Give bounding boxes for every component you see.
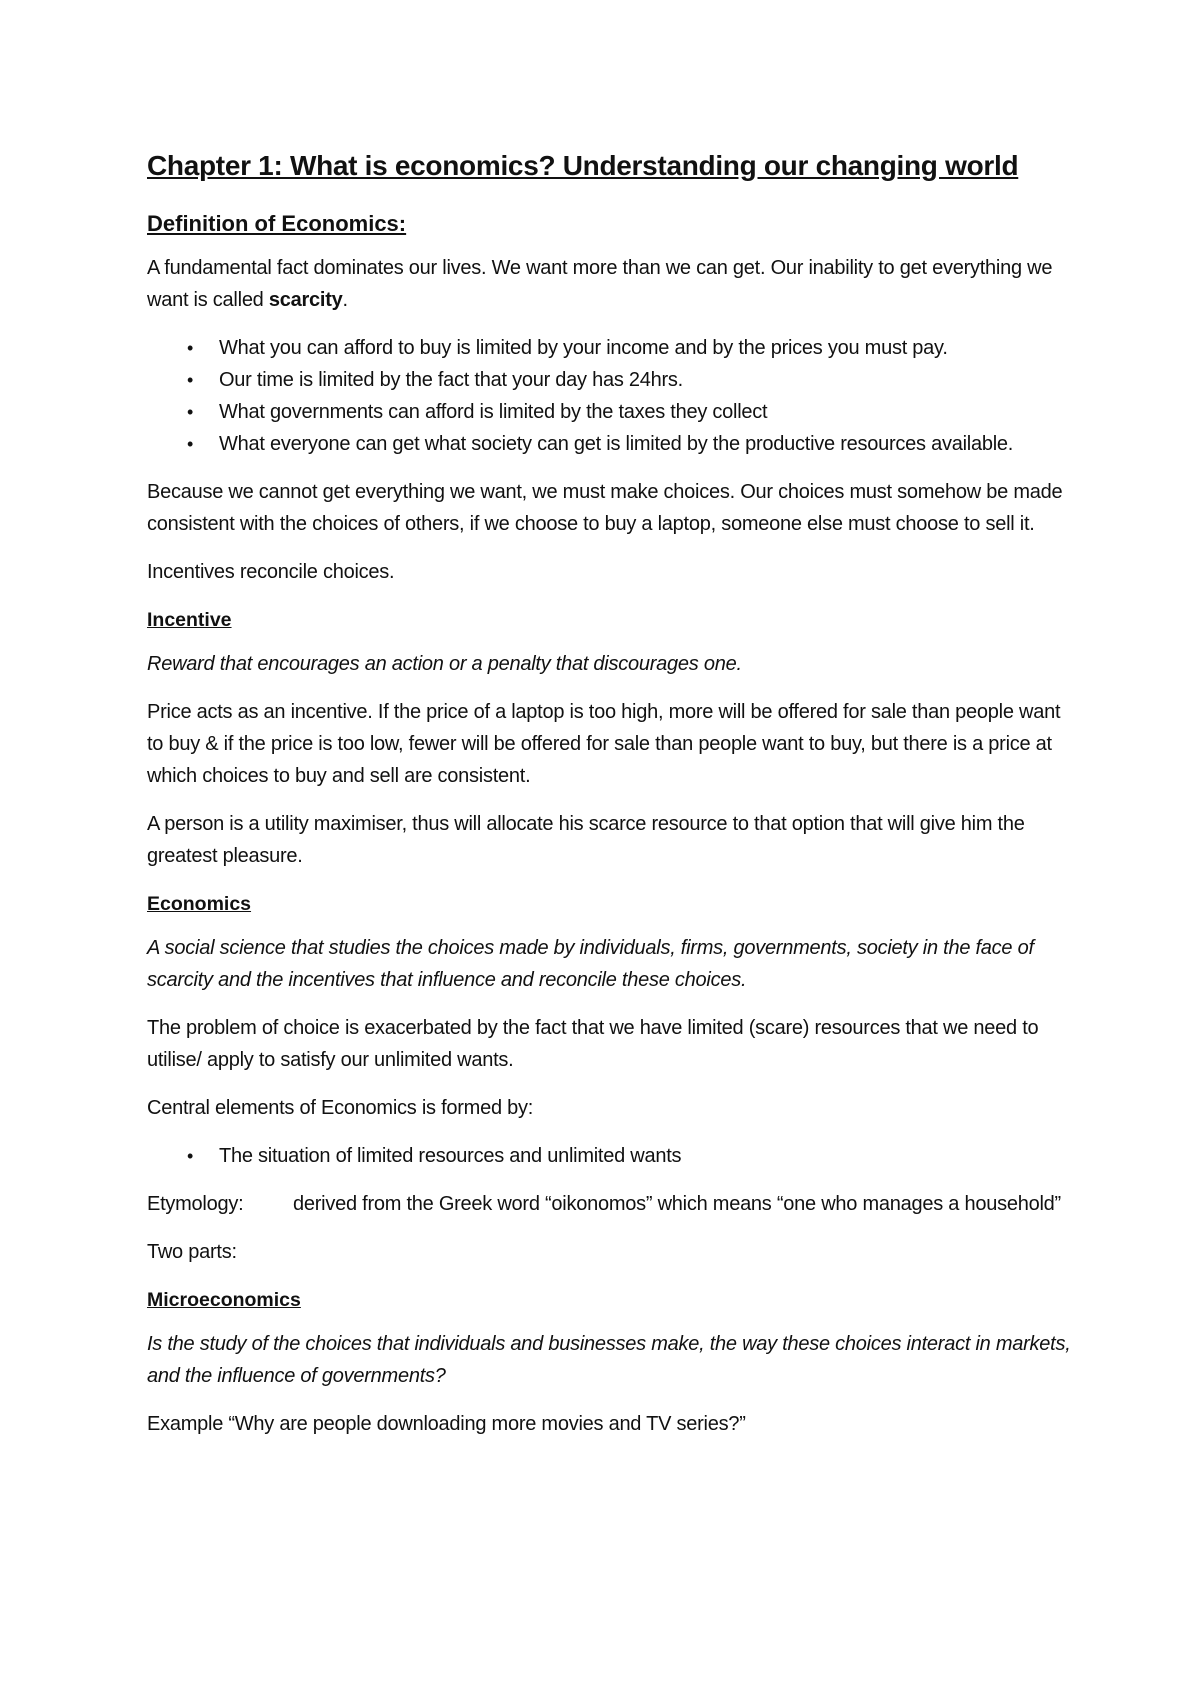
price-paragraph: Price acts as an incentive. If the price of a laptop is too high, more will be offered for sale than people want to buy & if the price is too low, fewer will be offered for sale than people want to buy, but there is a price at which choices to buy and sell are consistent. <box>147 701 1061 787</box>
scarcity-paragraph <box>147 252 1077 316</box>
scarcity-intro: A fundamental fact dominates our lives. We want more than we can get. Our inability to get everything we want is called <box>147 257 1053 311</box>
limits-list <box>147 332 1077 460</box>
bullet-icon: • <box>187 434 194 454</box>
economics-definition: A social science that studies the choices made by individuals, firms, governments, society in the face of scarcity and the incentives that influence and reconcile these choices. <box>147 937 1034 991</box>
list-item-text: What everyone can get what society can get is limited by the productive resources available. <box>219 433 1014 455</box>
document-page <box>147 146 1077 1456</box>
list-item-text: What governments can afford is limited by the taxes they collect <box>219 401 768 423</box>
utility-paragraph: A person is a utility maximiser, thus will allocate his scarce resource to that option that will give him the greatest pleasure. <box>147 813 1025 867</box>
list-item <box>147 332 1077 364</box>
list-item <box>147 396 1077 428</box>
incentive-heading: Incentive <box>147 609 232 631</box>
etymology-label: Etymology: <box>147 1193 244 1215</box>
incentive-definition: Reward that encourages an action or a penalty that discourages one. <box>147 653 742 675</box>
scarcity-term: scarcity <box>268 289 343 311</box>
list-item-text: What you can afford to buy is limited by your income and by the prices you must pay. <box>219 337 948 359</box>
bullet-icon: • <box>187 1146 194 1166</box>
central-elements-line: Central elements of Economics is formed by: <box>147 1097 534 1119</box>
economics-heading: Economics <box>147 893 252 915</box>
definition-heading: Definition of Economics: <box>147 211 407 236</box>
central-elements-list <box>147 1140 1077 1172</box>
list-item-text: The situation of limited resources and unlimited wants <box>219 1145 682 1167</box>
micro-heading: Microeconomics <box>147 1289 301 1311</box>
bullet-icon: • <box>187 402 194 422</box>
example-line: Example “Why are people downloading more movies and TV series?” <box>147 1413 746 1435</box>
list-item <box>147 428 1077 460</box>
bullet-icon: • <box>187 370 194 390</box>
etymology-paragraph <box>147 1188 1077 1220</box>
chapter-title: Chapter 1: What is economics? Understanding our changing world <box>147 150 1019 181</box>
etymology-text: derived from the Greek word “oikonomos” which means “one who manages a household” <box>293 1193 1061 1215</box>
incentives-line: Incentives reconcile choices. <box>147 561 395 583</box>
bullet-icon: • <box>187 338 194 358</box>
scarcity-end: . <box>342 289 348 311</box>
list-item <box>147 364 1077 396</box>
micro-definition: Is the study of the choices that individuals and businesses make, the way these choices interact in markets, and the influence of governments? <box>147 1333 1071 1387</box>
list-item-text: Our time is limited by the fact that your day has 24hrs. <box>219 369 683 391</box>
list-item <box>147 1140 1077 1172</box>
problem-paragraph: The problem of choice is exacerbated by the fact that we have limited (scare) resources that we need to utilise/ apply to satisfy our unlimited wants. <box>147 1017 1039 1071</box>
choices-paragraph: Because we cannot get everything we want, we must make choices. Our choices must somehow be made consistent with the choices of others, if we choose to buy a laptop, someone else must choose to sell it. <box>147 481 1063 535</box>
two-parts-line: Two parts: <box>147 1241 237 1263</box>
